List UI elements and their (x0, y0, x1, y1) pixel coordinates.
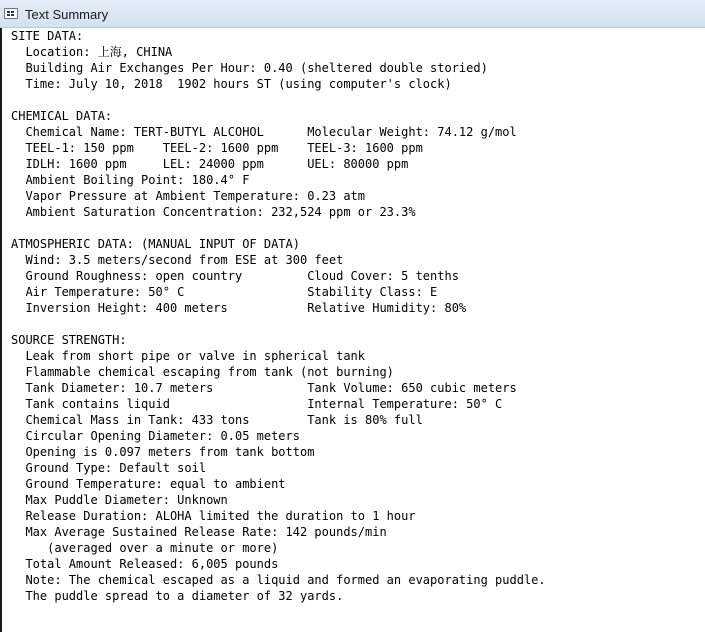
report-line: Opening is 0.097 meters from tank bottom (11, 445, 315, 459)
report-line: Tank contains liquid Internal Temperature: 50° C (11, 397, 503, 411)
report-line: Building Air Exchanges Per Hour: 0.40 (sheltered double storied) (11, 61, 488, 75)
report-line: SITE DATA: (11, 29, 84, 43)
report-line: Ambient Boiling Point: 180.4° F (11, 173, 250, 187)
report-line: Tank Diameter: 10.7 meters Tank Volume: 650 cubic meters (11, 381, 517, 395)
summary-report-text (11, 28, 546, 604)
report-line (11, 220, 546, 236)
report-line: TEEL-1: 150 ppm TEEL-2: 1600 ppm TEEL-3: 1600 ppm (11, 141, 423, 155)
report-line: Wind: 3.5 meters/second from ESE at 300 feet (11, 253, 344, 267)
report-line: ATMOSPHERIC DATA: (MANUAL INPUT OF DATA) (11, 237, 300, 251)
report-line: Ambient Saturation Concentration: 232,524 ppm or 23.3% (11, 205, 416, 219)
report-line: Vapor Pressure at Ambient Temperature: 0.23 atm (11, 189, 366, 203)
text-summary-content[interactable] (0, 28, 705, 632)
report-line: Note: The chemical escaped as a liquid and formed an evaporating puddle. (11, 573, 546, 587)
report-line: CHEMICAL DATA: (11, 109, 113, 123)
app-window-icon[interactable] (4, 8, 18, 19)
report-line: Circular Opening Diameter: 0.05 meters (11, 429, 300, 443)
report-line: Ground Roughness: open country Cloud Cover: 5 tenths (11, 269, 459, 283)
report-line: Total Amount Released: 6,005 pounds (11, 557, 279, 571)
report-line: Chemical Name: TERT-BUTYL ALCOHOL Molecular Weight: 74.12 g/mol (11, 125, 517, 139)
report-line (11, 316, 546, 332)
report-line: Leak from short pipe or valve in spherical tank (11, 349, 366, 363)
report-line: (averaged over a minute or more) (11, 541, 279, 555)
report-line: Location: 上海, CHINA (11, 45, 173, 59)
report-line: Air Temperature: 50° C Stability Class: E (11, 285, 438, 299)
report-line: Ground Type: Default soil (11, 461, 207, 475)
report-line: Time: July 10, 2018 1902 hours ST (using computer's clock) (11, 77, 452, 91)
report-line: SOURCE STRENGTH: (11, 333, 127, 347)
report-line (11, 92, 546, 108)
report-line: Release Duration: ALOHA limited the duration to 1 hour (11, 509, 416, 523)
report-line: Inversion Height: 400 meters Relative Humidity: 80% (11, 301, 467, 315)
report-line: Max Puddle Diameter: Unknown (11, 493, 228, 507)
report-line: The puddle spread to a diameter of 32 yards. (11, 589, 344, 603)
window-title: Text Summary (25, 7, 109, 22)
report-line: Chemical Mass in Tank: 433 tons Tank is 80% full (11, 413, 423, 427)
report-line: IDLH: 1600 ppm LEL: 24000 ppm UEL: 80000 ppm (11, 157, 409, 171)
report-line: Ground Temperature: equal to ambient (11, 477, 286, 491)
report-line: Max Average Sustained Release Rate: 142 pounds/min (11, 525, 387, 539)
report-line: Flammable chemical escaping from tank (not burning) (11, 365, 394, 379)
title-bar[interactable] (0, 0, 705, 28)
